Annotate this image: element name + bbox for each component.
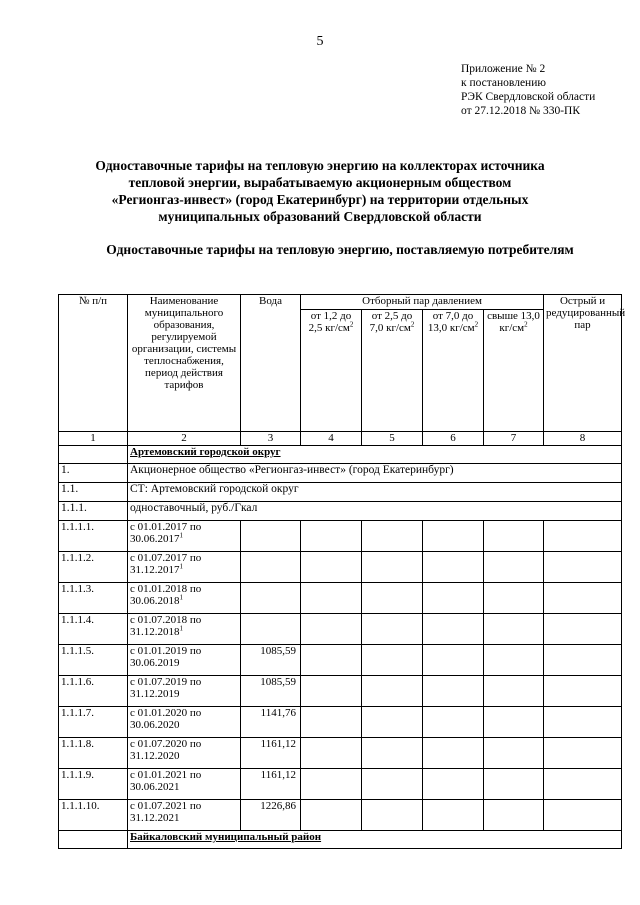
empty-cell: [423, 676, 484, 707]
section-title: Артемовский городской округ: [128, 446, 622, 464]
period-cell: [128, 738, 241, 769]
period-cell: [128, 521, 241, 552]
empty-cell: [362, 645, 423, 676]
appendix-line: РЭК Свердловской области: [461, 91, 596, 103]
empty-cell: [423, 614, 484, 645]
empty-cell: [544, 769, 622, 800]
water-value: [241, 521, 301, 552]
water-value: [241, 583, 301, 614]
column-number: 7: [484, 432, 544, 446]
header-steam-2-text: от 2,5 до 7,0 кг/см: [369, 310, 413, 334]
empty-cell: [301, 645, 362, 676]
period-end-text: 31.12.2021: [130, 812, 180, 824]
table-row: [59, 738, 622, 769]
empty-cell: [301, 707, 362, 738]
title-line: Одноставочные тарифы на тепловую энергию на коллекторах источника: [95, 158, 545, 173]
period-end: [130, 657, 238, 669]
table-row: [59, 645, 622, 676]
period-end: [130, 750, 238, 762]
footnote-mark: 1: [179, 593, 183, 602]
footnote-mark: 1: [179, 624, 183, 633]
org-row: [59, 483, 622, 502]
empty-cell: [544, 521, 622, 552]
empty-cell: [423, 800, 484, 831]
period-start: с 01.01.2017 по: [130, 521, 202, 533]
org-row: [59, 502, 622, 521]
empty-cell: [484, 676, 544, 707]
empty-cell: [362, 800, 423, 831]
empty-cell: [362, 521, 423, 552]
period-start: с 01.01.2019 по: [130, 645, 202, 657]
water-value: [241, 614, 301, 645]
period-end-text: 31.12.2017: [130, 564, 180, 576]
header-steam-1-text: от 1,2 до 2,5 кг/см: [308, 310, 352, 334]
table-row: [59, 614, 622, 645]
table-row: [59, 707, 622, 738]
water-value: 1161,12: [241, 769, 301, 800]
empty-cell: [544, 738, 622, 769]
empty-cell: [484, 800, 544, 831]
period-end: [130, 781, 238, 793]
section-row: [59, 446, 622, 464]
empty-cell: [301, 583, 362, 614]
period-cell: [128, 800, 241, 831]
header-sharp-steam: Острый и редуцированный пар: [544, 295, 622, 432]
period-end-text: 30.06.2019: [130, 657, 180, 669]
appendix-block: [461, 62, 595, 118]
period-start: с 01.01.2020 по: [130, 707, 202, 719]
period-cell: [128, 707, 241, 738]
footnote-mark: 1: [179, 531, 183, 540]
org-text: СТ: Артемовский городской округ: [128, 483, 622, 502]
period-end: [130, 688, 238, 700]
column-number: 3: [241, 432, 301, 446]
org-text: одноставочный, руб./Гкал: [128, 502, 622, 521]
title-line: муниципальных образований Свердловской области: [158, 209, 482, 224]
empty-cell: [484, 521, 544, 552]
table-row: [59, 583, 622, 614]
empty-cell: [362, 738, 423, 769]
header-steam-4-text: свыше 13,0 кг/см: [487, 310, 540, 334]
empty-cell: [301, 552, 362, 583]
water-value: 1085,59: [241, 676, 301, 707]
water-value: [241, 552, 301, 583]
water-value: 1085,59: [241, 645, 301, 676]
superscript: 2: [474, 320, 479, 329]
title-line: тепловой энергии, вырабатываемую акционерным обществом: [128, 175, 512, 190]
org-text: Акционерное общество «Регионгаз-инвест» (город Екатеринбург): [128, 464, 622, 483]
table-row: [59, 552, 622, 583]
row-number: 1.1.1.3.: [59, 583, 128, 614]
row-number: 1.1.1.5.: [59, 645, 128, 676]
empty-cell: [544, 552, 622, 583]
appendix-line: к постановлению: [461, 77, 546, 89]
header-steam-2: [362, 310, 423, 432]
period-end-text: 30.06.2017: [130, 533, 180, 545]
header-steam-1: [301, 310, 362, 432]
empty-cell: [362, 769, 423, 800]
period-end-text: 31.12.2018: [130, 626, 180, 638]
period-start: с 01.07.2021 по: [130, 800, 202, 812]
header-water: Вода: [241, 295, 301, 432]
period-start: с 01.07.2019 по: [130, 676, 202, 688]
period-start: с 01.07.2018 по: [130, 614, 202, 626]
footnote-mark: 1: [179, 562, 183, 571]
header-steam-4: [484, 310, 544, 432]
period-end-text: 31.12.2020: [130, 750, 180, 762]
water-value: 1141,76: [241, 707, 301, 738]
period-end-text: 31.12.2019: [130, 688, 180, 700]
org-number: 1.1.: [59, 483, 128, 502]
org-number: 1.1.1.: [59, 502, 128, 521]
water-value: 1161,12: [241, 738, 301, 769]
empty-cell: [484, 583, 544, 614]
period-cell: [128, 552, 241, 583]
empty-cell: [362, 552, 423, 583]
appendix-line: Приложение № 2: [461, 63, 546, 75]
period-cell: [128, 583, 241, 614]
period-end-text: 30.06.2018: [130, 595, 180, 607]
empty-cell: [484, 769, 544, 800]
period-cell: [128, 614, 241, 645]
water-value: 1226,86: [241, 800, 301, 831]
empty-cell: [544, 614, 622, 645]
tariff-table: [58, 294, 626, 849]
section-title: Байкаловский муниципальный район: [128, 831, 622, 849]
row-number: 1.1.1.2.: [59, 552, 128, 583]
empty-cell: [423, 521, 484, 552]
period-start: с 01.01.2018 по: [130, 583, 202, 595]
empty-cell: [362, 707, 423, 738]
row-number: 1.1.1.8.: [59, 738, 128, 769]
table-row: [59, 800, 622, 831]
period-start: с 01.07.2017 по: [130, 552, 202, 564]
org-number: 1.: [59, 464, 128, 483]
empty-cell: [484, 645, 544, 676]
empty-cell: [362, 583, 423, 614]
column-number: 2: [128, 432, 241, 446]
header-steam-3: [423, 310, 484, 432]
period-start: с 01.01.2021 по: [130, 769, 202, 781]
empty-cell: [301, 738, 362, 769]
empty-cell: [484, 707, 544, 738]
empty-cell: [544, 676, 622, 707]
row-number: 1.1.1.4.: [59, 614, 128, 645]
section-number-cell: [59, 831, 128, 849]
title-line: «Регионгаз-инвест» (город Екатеринбург) на территории отдельных: [111, 192, 529, 207]
empty-cell: [301, 769, 362, 800]
column-number: 1: [59, 432, 128, 446]
empty-cell: [544, 800, 622, 831]
org-row: [59, 464, 622, 483]
page-number: 5: [316, 34, 324, 49]
header-steam-group: Отборный пар давлением: [301, 295, 544, 310]
empty-cell: [484, 614, 544, 645]
row-number: 1.1.1.1.: [59, 521, 128, 552]
row-number: 1.1.1.6.: [59, 676, 128, 707]
empty-cell: [423, 707, 484, 738]
superscript: 2: [410, 320, 415, 329]
empty-cell: [423, 583, 484, 614]
superscript: 2: [524, 320, 528, 329]
period-end: [130, 626, 238, 638]
empty-cell: [544, 583, 622, 614]
empty-cell: [423, 738, 484, 769]
section-row: [59, 831, 622, 849]
period-end: [130, 719, 238, 731]
header-row: [59, 295, 622, 310]
column-number: 5: [362, 432, 423, 446]
period-end: [130, 564, 238, 576]
document-subtitle: Одноставочные тарифы на тепловую энергию, поставляемую потребителям: [106, 242, 574, 257]
empty-cell: [423, 769, 484, 800]
period-start: с 01.07.2020 по: [130, 738, 202, 750]
empty-cell: [301, 676, 362, 707]
empty-cell: [301, 800, 362, 831]
table-row: [59, 521, 622, 552]
empty-cell: [301, 614, 362, 645]
table-row: [59, 769, 622, 800]
empty-cell: [484, 552, 544, 583]
period-end: [130, 533, 238, 545]
column-number: 6: [423, 432, 484, 446]
section-number-cell: [59, 446, 128, 464]
column-number: 8: [544, 432, 622, 446]
period-end: [130, 595, 238, 607]
period-cell: [128, 676, 241, 707]
column-number: 4: [301, 432, 362, 446]
header-steam-3-text: от 7,0 до 13,0 кг/см: [427, 310, 475, 334]
column-number-row: [59, 432, 622, 446]
period-cell: [128, 769, 241, 800]
period-cell: [128, 645, 241, 676]
period-end-text: 30.06.2021: [130, 781, 180, 793]
empty-cell: [301, 521, 362, 552]
table-row: [59, 676, 622, 707]
superscript: 2: [349, 320, 354, 329]
appendix-line: от 27.12.2018 № 330-ПК: [461, 105, 581, 117]
empty-cell: [484, 738, 544, 769]
document-title: [60, 157, 580, 225]
empty-cell: [544, 707, 622, 738]
row-number: 1.1.1.10.: [59, 800, 128, 831]
empty-cell: [544, 645, 622, 676]
empty-cell: [362, 614, 423, 645]
period-end-text: 30.06.2020: [130, 719, 180, 731]
period-end: [130, 812, 238, 824]
empty-cell: [362, 676, 423, 707]
row-number: 1.1.1.9.: [59, 769, 128, 800]
row-number: 1.1.1.7.: [59, 707, 128, 738]
empty-cell: [423, 552, 484, 583]
header-name: Наименование муниципального образования, регулируемой организации, системы теплоснабжения, период действия тарифов: [128, 295, 241, 432]
header-number: № п/п: [59, 295, 128, 432]
empty-cell: [423, 645, 484, 676]
